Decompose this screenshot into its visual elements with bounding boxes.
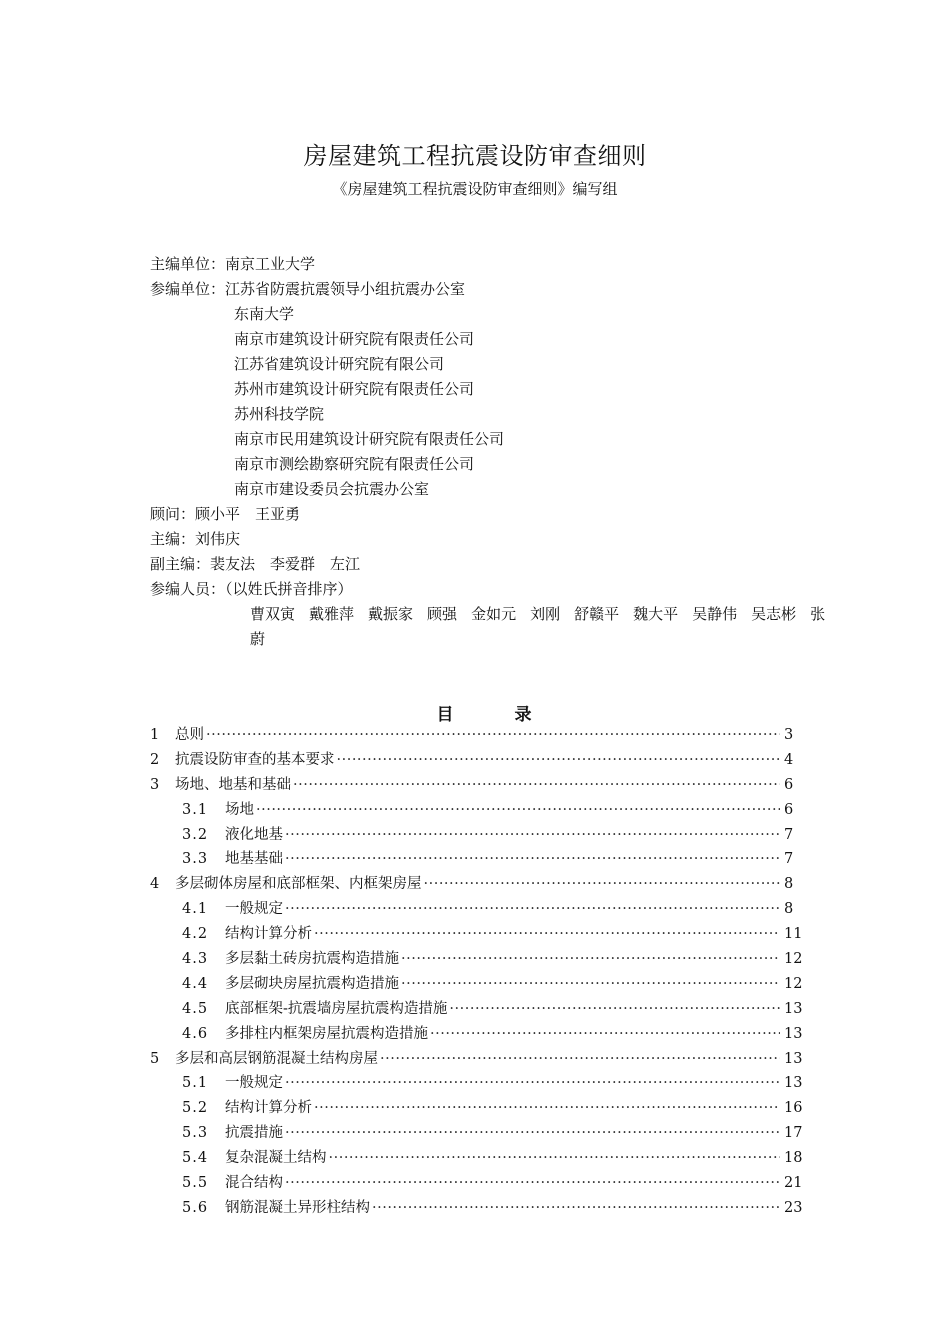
toc-leader-dots (256, 798, 780, 823)
toc-entry[interactable] (150, 823, 810, 848)
toc-entry-title: 复杂混凝土结构 (225, 1150, 327, 1167)
toc-entry-page: 6 (784, 776, 794, 793)
toc-leader-dots (314, 1096, 780, 1121)
toc-entry-title: 钢筋混凝土异形柱结构 (225, 1199, 370, 1216)
toc-entry-number: 4.1 (182, 901, 209, 918)
toc-entry-number: 2 (150, 751, 160, 768)
document-subtitle: 《房屋建筑工程抗震设防审查细则》编写组 (332, 180, 618, 198)
toc-entry-page: 23 (784, 1199, 803, 1216)
toc-leader-dots (285, 823, 780, 848)
toc-entry[interactable] (150, 897, 810, 922)
toc-entry-number: 5.2 (182, 1100, 209, 1117)
toc-entry-title: 抗震设防审查的基本要求 (175, 751, 335, 768)
toc-entry-page: 7 (784, 826, 794, 843)
toc-entry-page: 6 (784, 801, 794, 818)
toc-entry-title: 底部框架-抗震墙房屋抗震构造措施 (225, 1000, 448, 1017)
toc-entry-title: 多层和高层钢筋混凝土结构房屋 (175, 1050, 378, 1067)
participating-unit: 江苏省防震抗震领导小组抗震办公室 (225, 280, 466, 298)
toc-entry-number: 4.2 (182, 926, 209, 943)
toc-leader-dots (285, 847, 780, 872)
toc-entry[interactable] (150, 723, 810, 748)
toc-heading: 目 录 (436, 705, 554, 725)
member-name: 魏大平 (633, 605, 679, 623)
toc-entry-number: 4.5 (182, 1000, 209, 1017)
toc-entry-title: 结构计算分析 (225, 926, 312, 943)
toc-leader-dots (314, 922, 780, 947)
toc-entry-number: 5.6 (182, 1199, 209, 1216)
table-of-contents (150, 723, 810, 1221)
toc-entry[interactable] (150, 748, 810, 773)
toc-entry[interactable] (150, 1196, 810, 1221)
toc-entry[interactable] (150, 1171, 810, 1196)
toc-entry-page: 7 (784, 851, 794, 868)
toc-entry-number: 3.2 (182, 826, 209, 843)
toc-entry-number: 4.3 (182, 951, 209, 968)
participating-unit: 江苏省建筑设计研究院有限公司 (234, 355, 445, 373)
participating-unit: 东南大学 (234, 305, 295, 323)
document-title: 房屋建筑工程抗震设防审查细则 (303, 142, 647, 170)
toc-entry-page: 8 (784, 876, 794, 893)
chief-unit-line (150, 252, 850, 277)
chief-unit: 南京工业大学 (225, 255, 316, 273)
toc-leader-dots (401, 947, 780, 972)
member-name: 金如元 (471, 605, 517, 623)
toc-entry[interactable] (150, 1071, 810, 1096)
toc-entry-title: 结构计算分析 (225, 1100, 312, 1117)
participating-unit: 苏州科技学院 (234, 405, 325, 423)
toc-entry-title: 多层砌块房屋抗震构造措施 (225, 975, 399, 992)
toc-leader-dots (293, 773, 780, 798)
toc-entry-title: 液化地基 (225, 826, 283, 843)
toc-entry-page: 3 (784, 727, 794, 743)
toc-entry-page: 11 (784, 926, 803, 943)
toc-entry-page: 18 (784, 1150, 803, 1167)
toc-entry-page: 17 (784, 1125, 803, 1142)
toc-leader-dots (285, 897, 780, 922)
toc-entry[interactable] (150, 847, 810, 872)
toc-entry-page: 16 (784, 1100, 803, 1117)
toc-entry-title: 场地 (225, 801, 254, 818)
toc-entry-page: 13 (784, 1000, 803, 1017)
participating-unit: 南京市建设委员会抗震办公室 (234, 480, 430, 498)
toc-entry[interactable] (150, 1022, 810, 1047)
toc-leader-dots (337, 748, 781, 773)
toc-entry[interactable] (150, 997, 810, 1022)
toc-entry[interactable] (150, 947, 810, 972)
toc-entry-page: 12 (784, 975, 803, 992)
toc-entry-number: 3.1 (182, 801, 209, 818)
toc-leader-dots (401, 972, 780, 997)
member-name: 曹双寅 (250, 605, 296, 623)
member-name: 顾强 (427, 605, 458, 623)
toc-entry-title: 地基基础 (225, 851, 283, 868)
participating-unit: 苏州市建筑设计研究院有限责任公司 (234, 380, 475, 398)
toc-entry-page: 8 (784, 901, 794, 918)
member-name: 吴静伟 (692, 605, 738, 623)
toc-entry-number: 5.5 (182, 1175, 209, 1192)
member-name: 戴振家 (368, 605, 414, 623)
toc-entry[interactable] (150, 798, 810, 823)
toc-leader-dots (285, 1071, 780, 1096)
toc-leader-dots (449, 997, 780, 1022)
toc-entry-title: 抗震措施 (225, 1125, 283, 1142)
toc-entry[interactable] (150, 872, 810, 897)
toc-entry[interactable] (150, 922, 810, 947)
participating-unit: 南京市民用建筑设计研究院有限责任公司 (234, 430, 505, 448)
participating-unit: 南京市建筑设计研究院有限责任公司 (234, 330, 475, 348)
member-name: 刘刚 (530, 605, 561, 623)
toc-entry-number: 5.4 (182, 1150, 209, 1167)
toc-entry-title: 一般规定 (225, 1075, 283, 1092)
toc-entry[interactable] (150, 972, 810, 997)
member-name: 舒赣平 (574, 605, 620, 623)
toc-entry-title: 多层砌体房屋和底部框架、内框架房屋 (175, 876, 422, 893)
editor-line: 主编：刘伟庆 (150, 530, 241, 548)
members-list (150, 602, 850, 652)
toc-entry-page: 4 (784, 751, 794, 768)
toc-leader-dots (424, 872, 781, 897)
toc-entry-page: 13 (784, 1075, 803, 1092)
participating-label: 参编单位： (150, 280, 226, 298)
toc-entry[interactable] (150, 1047, 810, 1072)
toc-entry-title: 混合结构 (225, 1175, 283, 1192)
toc-entry-title: 一般规定 (225, 901, 283, 918)
toc-entry-title: 场地、地基和基础 (175, 776, 291, 793)
advisors-line: 顾问：顾小平 王亚勇 (150, 505, 301, 523)
toc-entry-page: 21 (784, 1175, 803, 1192)
toc-entry[interactable] (150, 1096, 810, 1121)
toc-leader-dots (206, 723, 780, 748)
credits-block (150, 252, 850, 652)
toc-entry-title: 多层黏土砖房抗震构造措施 (225, 951, 399, 968)
toc-leader-dots (329, 1146, 781, 1171)
toc-entry-page: 12 (784, 951, 803, 968)
members-heading: 参编人员：（以姓氏拼音排序） (150, 580, 353, 598)
deputy-editor-line: 副主编：裴友法 李爱群 左江 (150, 555, 361, 573)
toc-entry-number: 5 (150, 1050, 160, 1067)
member-name: 戴雅萍 (309, 605, 355, 623)
participating-unit-line (150, 277, 850, 302)
toc-entry[interactable] (150, 773, 810, 798)
toc-leader-dots (285, 1171, 780, 1196)
toc-leader-dots (380, 1047, 780, 1072)
toc-entry-number: 3.3 (182, 851, 209, 868)
toc-entry-number: 4 (150, 876, 160, 893)
toc-leader-dots (372, 1196, 780, 1221)
toc-entry-title: 多排柱内框架房屋抗震构造措施 (225, 1025, 428, 1042)
toc-entry-number: 1 (150, 727, 160, 743)
toc-entry-number: 5.3 (182, 1125, 209, 1142)
toc-leader-dots (285, 1121, 780, 1146)
toc-entry-title: 总则 (175, 727, 204, 743)
toc-leader-dots (430, 1022, 780, 1047)
toc-entry[interactable] (150, 1121, 810, 1146)
chief-unit-label: 主编单位： (150, 255, 226, 273)
participating-unit: 南京市测绘勘察研究院有限责任公司 (234, 455, 475, 473)
toc-entry[interactable] (150, 1146, 810, 1171)
toc-entry-number: 4.4 (182, 975, 209, 992)
toc-entry-page: 13 (784, 1025, 803, 1042)
member-name: 张蔚 (250, 605, 826, 648)
toc-entry-number: 3 (150, 776, 160, 793)
toc-entry-page: 13 (784, 1050, 803, 1067)
toc-entry-number: 5.1 (182, 1075, 209, 1092)
member-name: 吴志彬 (751, 605, 797, 623)
toc-entry-number: 4.6 (182, 1025, 209, 1042)
